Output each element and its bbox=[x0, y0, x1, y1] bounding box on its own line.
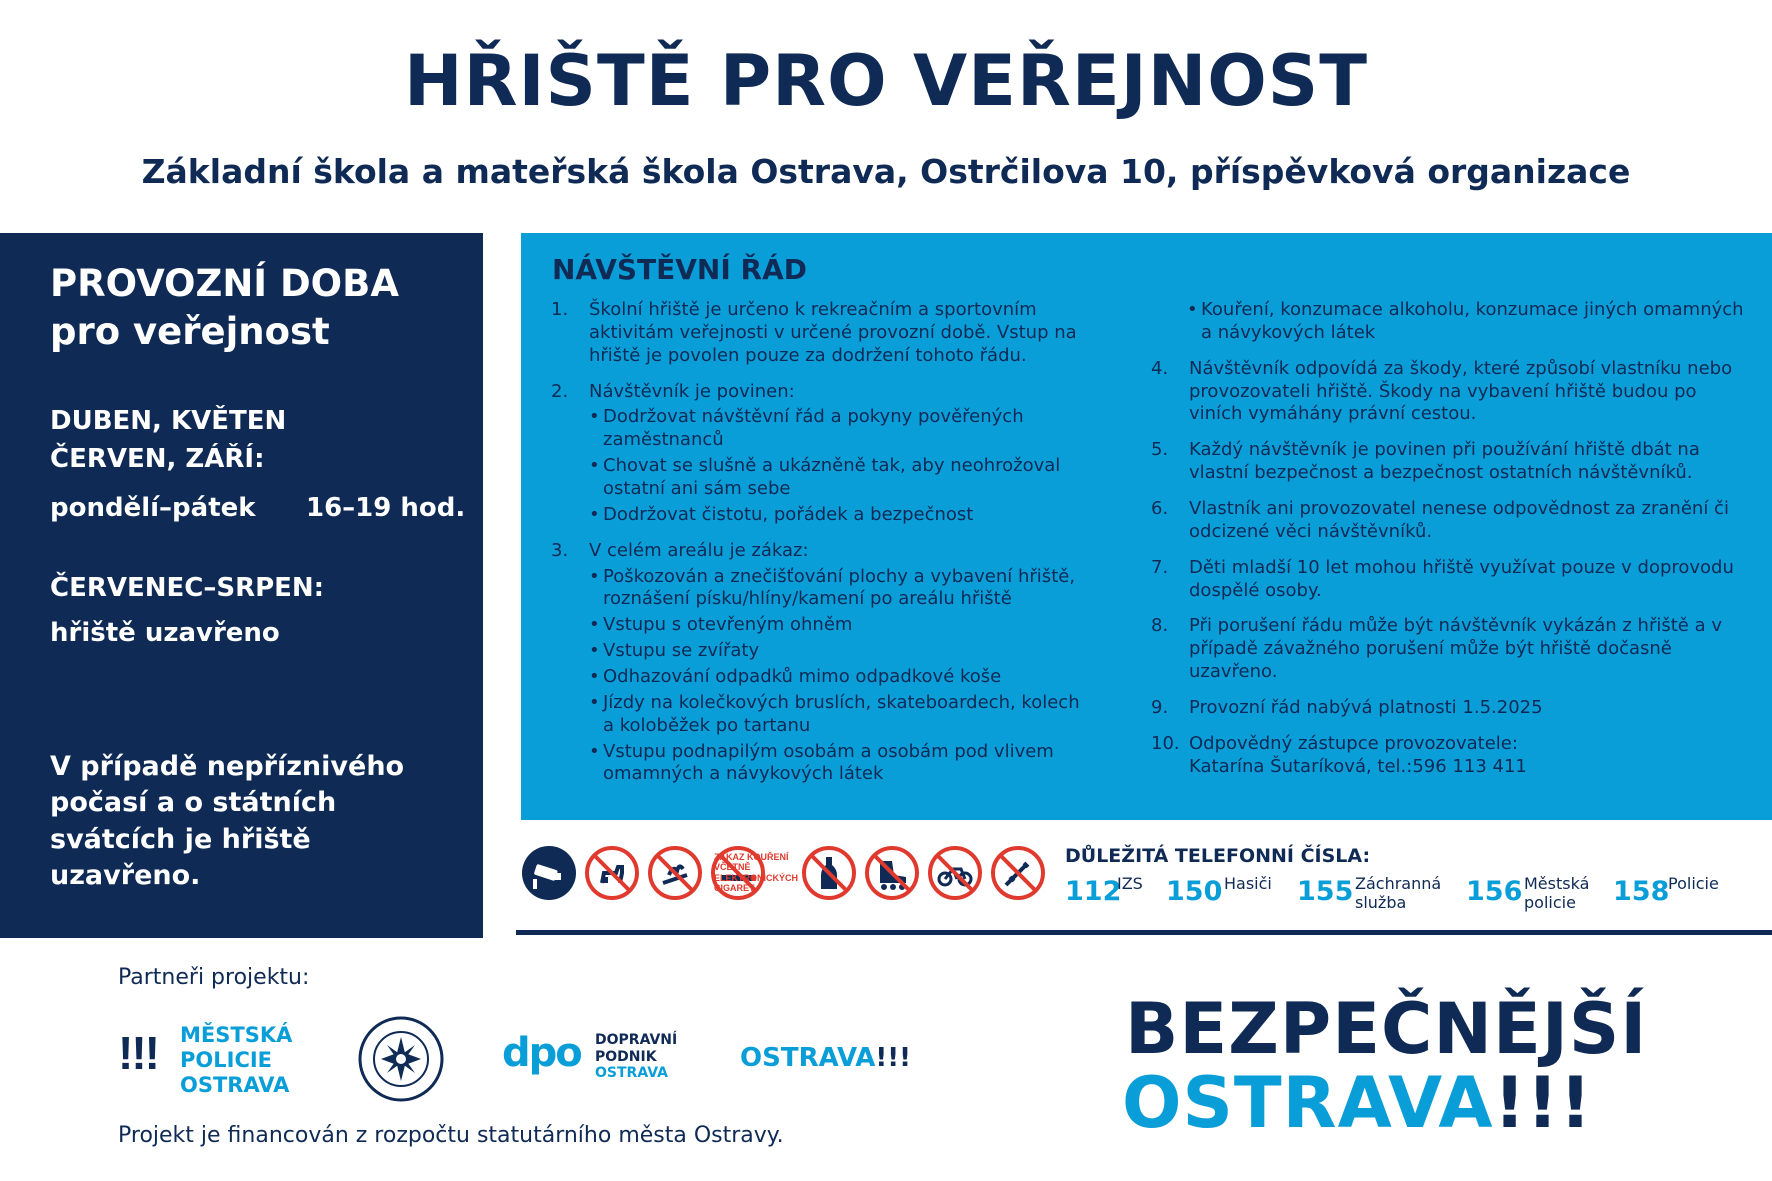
hours-value: 16–19 hod. bbox=[306, 493, 466, 523]
rule-text: Provozní řád nabývá platnosti 1.5.2025 bbox=[1189, 697, 1543, 719]
rule-subitem: • Vstupu podnapilým osobám a osobám pod vlivem omamných a návykových látek bbox=[589, 740, 1054, 785]
rule-item bbox=[551, 381, 1091, 527]
opening-hours-panel bbox=[0, 233, 483, 938]
city-police-text: MĚSTSKÁ POLICIE OSTRAVA bbox=[180, 1023, 293, 1097]
divider-line bbox=[516, 930, 1772, 935]
rule-subitem: • Poškozován a znečišťování plochy a vybavení hřiště, roznášení písku/hlíny/kamení po areálu hřiště bbox=[589, 565, 1076, 610]
rule-text: V celém areálu je zákaz: bbox=[589, 539, 809, 561]
city-police-mark: !!! bbox=[118, 1027, 158, 1079]
phone-label: Policie bbox=[1668, 874, 1719, 893]
rule-item bbox=[1151, 498, 1751, 544]
rule-text: Vlastník ani provozovatel nenese odpovědnost za zranění či odcizené věci návštěvníků. bbox=[1189, 498, 1729, 542]
no-bicycle-icon bbox=[927, 845, 983, 901]
phones-title: DŮLEŽITÁ TELEFONNÍ ČÍSLA: bbox=[1065, 845, 1371, 867]
rule-text: Odpovědný zástupce provozovatele: bbox=[1189, 732, 1518, 754]
rule-number: 3. bbox=[551, 539, 569, 561]
rule-item bbox=[1151, 358, 1751, 427]
no-dogs-icon bbox=[584, 845, 640, 901]
rule-subitem: • Jízdy na kolečkových bruslích, skateboardech, kolech a koloběžek po tartanu bbox=[589, 691, 1080, 736]
dpo-mark: dpo bbox=[502, 1030, 581, 1076]
rule-subitem: • Vstupu se zvířaty bbox=[589, 640, 760, 662]
rule-subitem: • Chovat se slušně a ukázněně tak, aby neohrožoval ostatní ani sám sebe bbox=[589, 455, 1061, 500]
phone-label: Hasiči bbox=[1224, 874, 1272, 893]
phone-label: Záchranná služba bbox=[1355, 874, 1442, 913]
rule-subitem: • Odhazování odpadků mimo odpadkové koše bbox=[589, 666, 1002, 688]
dpo-text: DOPRAVNÍ PODNIK OSTRAVA bbox=[595, 1032, 678, 1082]
phone-label: IZS bbox=[1117, 874, 1143, 893]
funding-note: Projekt je financován z rozpočtu statutárního města Ostravy. bbox=[118, 1123, 784, 1148]
weekdays-label: pondělí–pátek bbox=[50, 493, 256, 523]
rule-item bbox=[551, 540, 1091, 787]
season-summer: ČERVENEC–SRPEN: bbox=[50, 573, 325, 603]
rule-number: 7. bbox=[1151, 556, 1169, 578]
rule-text: Každý návštěvník je povinen při používání hřiště dbát na vlastní bezpečnost a bezpečnost ostatních návštěvníků. bbox=[1189, 439, 1700, 484]
phone-number: 155 bbox=[1297, 876, 1354, 907]
rule-number: 6. bbox=[1151, 498, 1169, 520]
rule-number: 1. bbox=[551, 299, 569, 320]
season-spring bbox=[50, 403, 286, 478]
rules-title: NÁVŠTĚVNÍ ŘÁD bbox=[552, 253, 808, 286]
rule-number: 5. bbox=[1151, 439, 1169, 461]
phone-number: 158 bbox=[1613, 876, 1670, 907]
no-alcohol-icon bbox=[801, 845, 857, 901]
rule-text: Návštěvník odpovídá za škody, které způsobí vlastníku nebo provozovateli hřiště. Škody na vybavení hřiště budou po viních vymáhány právní cestou. bbox=[1189, 357, 1733, 425]
page-title: HŘIŠTĚ PRO VEŘEJNOST bbox=[404, 40, 1368, 122]
partners-label: Partneři projektu: bbox=[118, 965, 310, 990]
rule-text: Školní hřiště je určeno k rekreačním a sportovním aktivitám veřejnosti v určené provozní době. Vstup na hřiště je povolen pouze za dodržení tohoto řádu. bbox=[589, 299, 1077, 366]
season-spring-line1: DUBEN, KVĚTEN bbox=[50, 406, 287, 436]
rule-text: Návštěvník je povinen: bbox=[589, 380, 795, 402]
phone-number: 112 bbox=[1065, 876, 1122, 907]
no-smoking-label: ZÁKAZ KOUŘENÍ VČETNĚ ELEKTRONICKÝCH CIGARET bbox=[714, 852, 799, 894]
rule-number: 9. bbox=[1151, 697, 1169, 719]
slogan-line2: OSTRAVA!!! bbox=[1122, 1062, 1593, 1144]
hours-heading bbox=[50, 260, 470, 356]
phone-number: 150 bbox=[1166, 876, 1223, 907]
rule-subitem: • Dodržovat návštěvní řád a pokyny pověřených zaměstnanců bbox=[589, 406, 1024, 451]
rule-item bbox=[1151, 733, 1751, 779]
rule-item bbox=[1151, 557, 1751, 603]
rule-text: Děti mladší 10 let mohou hřiště využívat pouze v doprovodu dospělé osoby. bbox=[1189, 556, 1734, 601]
season-spring-line2: ČERVEN, ZÁŘÍ: bbox=[50, 443, 265, 474]
no-rollerskates-icon bbox=[864, 845, 920, 901]
hours-heading-line2: pro veřejnost bbox=[50, 310, 330, 354]
summer-closed: hřiště uzavřeno bbox=[50, 618, 280, 648]
ostrava-logo: OSTRAVA!!! bbox=[740, 1043, 911, 1073]
rules-column-right bbox=[1151, 299, 1751, 792]
rule-item bbox=[1151, 615, 1751, 684]
rule-subitem: • Kouření, konzumace alkoholu, konzumace jiných omamných a návykových látek bbox=[1187, 299, 1744, 343]
phone-label: Městská policie bbox=[1524, 874, 1590, 913]
phone-number: 156 bbox=[1466, 876, 1523, 907]
slogan-line1: BEZPEČNĚJŠÍ bbox=[1125, 988, 1648, 1070]
rule-item bbox=[1151, 439, 1751, 485]
visitor-rules-panel bbox=[521, 233, 1772, 820]
weekday-hours bbox=[50, 493, 466, 523]
camera-icon bbox=[521, 845, 577, 901]
weather-note: V případě nepříznivého počasí a o státních svátcích je hřiště uzavřeno. bbox=[50, 751, 405, 892]
rule-number: 8. bbox=[1151, 615, 1169, 637]
rule-number: 10. bbox=[1151, 732, 1180, 754]
hours-heading-line1: PROVOZNÍ DOBA bbox=[50, 262, 399, 305]
no-fire-icon bbox=[647, 845, 703, 901]
rule-text: Katarína Šutaríková, tel.:596 113 411 bbox=[1189, 755, 1527, 777]
rule-item bbox=[551, 299, 1091, 368]
rule-item bbox=[1151, 697, 1751, 720]
page-subtitle: Základní škola a mateřská škola Ostrava, Ostrčilova 10, příspěvková organizace bbox=[141, 152, 1631, 191]
police-cr-logo bbox=[357, 1015, 445, 1103]
rule-text: Při porušení řádu může být návštěvník vykázán z hřiště a v případě závažného porušení může být hřiště dočasně uzavřeno. bbox=[1189, 615, 1722, 683]
rules-column-left bbox=[551, 299, 1091, 799]
rule-number: 4. bbox=[1151, 357, 1169, 379]
rule-number: 2. bbox=[551, 380, 569, 402]
no-drugs-icon bbox=[990, 845, 1046, 901]
rule-subitem: • Dodržovat čistotu, pořádek a bezpečnost bbox=[589, 503, 974, 525]
rule-subitem: • Vstupu s otevřeným ohněm bbox=[589, 614, 853, 636]
